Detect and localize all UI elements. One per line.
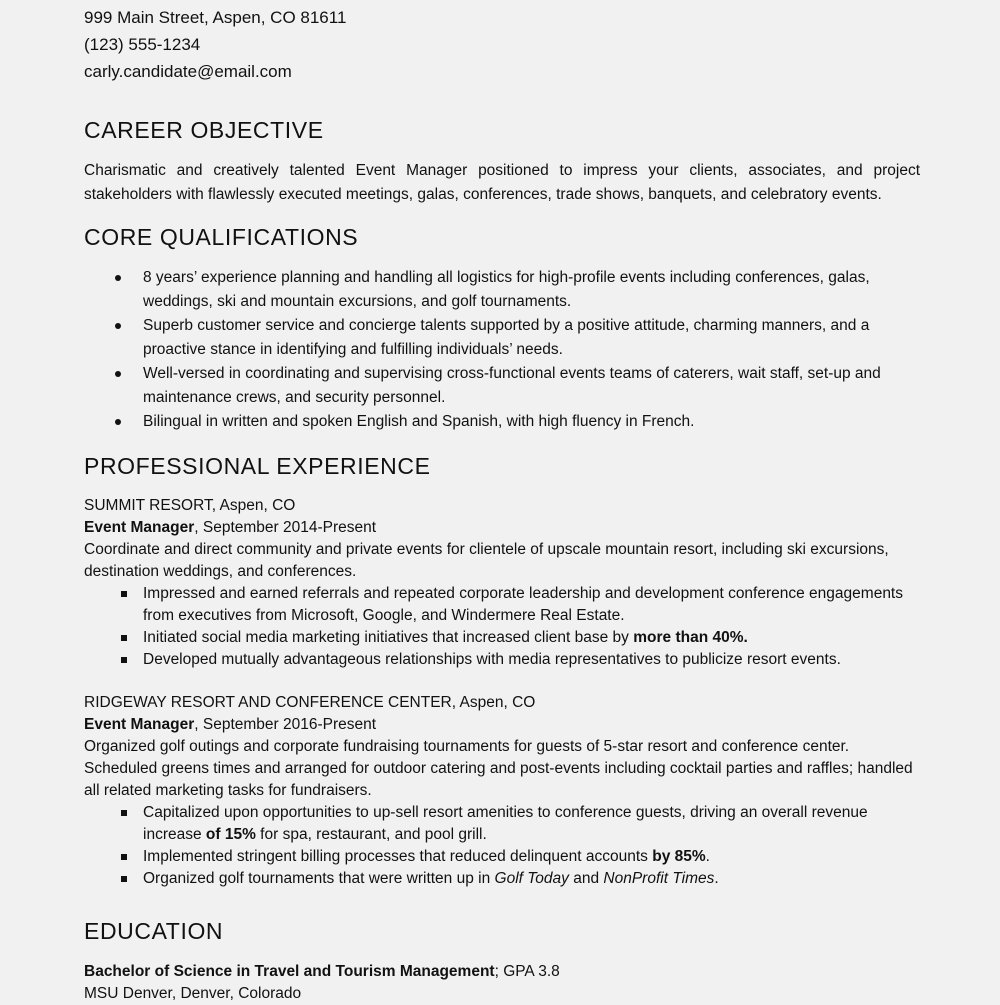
professional-experience-heading: PROFESSIONAL EXPERIENCE <box>84 453 431 479</box>
core-qualifications-heading: CORE QUALIFICATIONS <box>84 224 359 250</box>
job-summary: Coordinate and direct community and private events for clientele of upscale mountain resort, including ski excursions, destination weddings, and conferences. <box>84 541 889 580</box>
degree: Bachelor of Science in Travel and Tourism Management <box>84 963 495 980</box>
square-bullet-icon <box>121 591 127 597</box>
job-dates: , September 2016-Present <box>194 716 377 733</box>
job-title-line <box>84 714 376 736</box>
list-item: Bilingual in written and spoken English and Spanish, with high fluency in French. <box>84 410 920 434</box>
square-bullet-icon <box>121 635 127 641</box>
education-heading: EDUCATION <box>84 918 224 944</box>
list-item: Well-versed in coordinating and supervising cross-functional events teams of caterers, wait staff, set-up and maintenance crews, and security personnel. <box>84 362 920 410</box>
contact-address: 999 Main Street, Aspen, CO 81611 <box>84 8 347 27</box>
job-title: Event Manager <box>84 716 195 733</box>
square-bullet-icon <box>121 854 127 860</box>
degree-line <box>84 961 560 983</box>
square-bullet-icon <box>121 876 127 882</box>
contact-email: carly.candidate@email.com <box>84 62 292 81</box>
job-employer: SUMMIT RESORT, Aspen, CO <box>84 497 296 514</box>
list-item: Initiated social media marketing initiatives that increased client base by more than 40%. <box>84 627 920 649</box>
job-title: Event Manager <box>84 519 195 536</box>
job-duties-list <box>84 802 920 890</box>
list-item: Organized golf tournaments that were written up in Golf Today and NonProfit Times. <box>84 868 920 890</box>
job-dates: , September 2014-Present <box>194 519 377 536</box>
square-bullet-icon <box>121 810 127 816</box>
job-employer: RIDGEWAY RESORT AND CONFERENCE CENTER, Aspen, CO <box>84 694 536 711</box>
career-objective-text: Charismatic and creatively talented Event Manager positioned to impress your clients, associates, and project stakeholders with flawlessly executed meetings, galas, conferences, trade shows, banquets, and celebratory events. <box>84 162 920 203</box>
job-duties-list <box>84 583 920 671</box>
list-item: Implemented stringent billing processes that reduced delinquent accounts by 85%. <box>84 846 920 868</box>
square-bullet-icon <box>121 657 127 663</box>
contact-phone: (123) 555-1234 <box>84 35 201 54</box>
list-item: Capitalized upon opportunities to up-sell resort amenities to conference guests, driving an overall revenue increase of 15% for spa, restaurant, and pool grill. <box>84 802 920 846</box>
qualifications-list <box>84 266 920 434</box>
job-summary: Organized golf outings and corporate fundraising tournaments for guests of 5-star resort and conference center. Scheduled greens times and arranged for outdoor catering and post-events including cocktail parties and raffles; handled all related marketing tasks for fundraisers. <box>84 738 913 799</box>
list-item: 8 years’ experience planning and handling all logistics for high-profile events including conferences, galas, weddings, ski and mountain excursions, and golf tournaments. <box>84 266 920 314</box>
school: MSU Denver, Denver, Colorado <box>84 985 302 1002</box>
gpa: ; GPA 3.8 <box>494 963 560 980</box>
bullet-icon <box>115 419 121 425</box>
list-item: Superb customer service and concierge talents supported by a positive attitude, charming manners, and a proactive stance in identifying and fulfilling individuals’ needs. <box>84 314 920 362</box>
job-title-line <box>84 517 376 539</box>
bullet-icon <box>115 323 121 329</box>
list-item: Impressed and earned referrals and repeated corporate leadership and development conference engagements from executives from Microsoft, Google, and Windermere Real Estate. <box>84 583 920 627</box>
career-objective-heading: CAREER OBJECTIVE <box>84 117 324 143</box>
bullet-icon <box>115 371 121 377</box>
bullet-icon <box>115 275 121 281</box>
list-item: Developed mutually advantageous relationships with media representatives to publicize resort events. <box>84 649 920 671</box>
